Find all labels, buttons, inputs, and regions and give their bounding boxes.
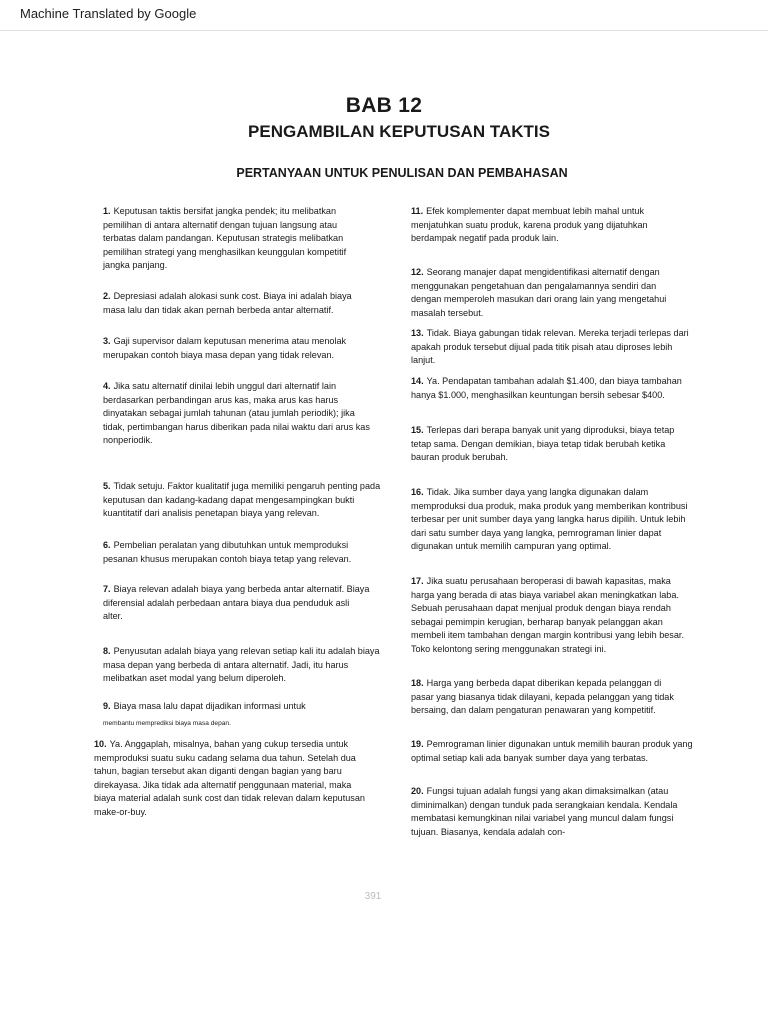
question-text: Depresiasi adalah alokasi sunk cost. Biaya ini adalah biaya masa lalu dan tidak akan pernah berbeda antar alternatif.: [103, 291, 352, 315]
question-item: [103, 335, 378, 362]
question-text: Jika suatu perusahaan beroperasi di bawah kapasitas, maka harga yang berada di atas biaya variabel akan meningkatkan laba. Sebuah perusahaan dapat menjual produk dengan biaya rendah sebagai pemimpin kerugian, berharap banyak pelanggan akan membeli item tambahan dengan margin kontribusi yang lebih besar. Toko kelontong sering menggunakan strategi ini.: [411, 576, 684, 654]
question-text: Penyusutan adalah biaya yang relevan setiap kali itu adalah biaya masa depan yang berbeda di antara alternatif. Jadi, itu harus melibatkan aset modal yang belum diperoleh.: [103, 646, 380, 683]
question-number: 20.: [411, 786, 424, 796]
question-number: 5.: [103, 481, 111, 491]
question-number: 15.: [411, 425, 424, 435]
question-text: Keputusan taktis bersifat jangka pendek; itu melibatkan pemilihan di antara alternatif dengan tujuan langsung atau terbatas dalam pandangan. Keputusan strategis melibatkan pemilihan strategi yang menghasilkan keunggulan kompetitif jangka panjang.: [103, 206, 347, 270]
question-number: 8.: [103, 646, 111, 656]
question-item: [411, 677, 686, 718]
question-text: Seorang manajer dapat mengidentifikasi alternatif dengan menggunakan pengetahuan dan pengalamannya sendiri dan dengan memperoleh masukan dari orang lain yang mengetahui masalah tersebut.: [411, 267, 667, 318]
question-item: [103, 290, 371, 317]
question-number: 13.: [411, 328, 424, 338]
question-number: 12.: [411, 267, 424, 277]
banner-text: Machine Translated by Google: [20, 6, 197, 21]
question-number: 10.: [94, 739, 107, 749]
question-text: Pemrograman linier digunakan untuk memilih bauran produk yang optimal setiap kali ada banyak sumber daya yang terbatas.: [411, 739, 693, 763]
question-item: [94, 738, 374, 819]
question-number: 4.: [103, 381, 111, 391]
question-item: [411, 327, 696, 368]
question-note: membantu memprediksi biaya masa depan.: [103, 719, 231, 727]
question-text: Tidak. Jika sumber daya yang langka digunakan dalam memproduksi dua produk, maka produk yang memberikan kontribusi terbesar per unit sumber daya yang langka harus dipilih. Untuk lebih dari satu sumber daya yang langka, pemrograman linier dapat digunakan untuk memilih campuran yang optimal.: [411, 487, 688, 551]
question-item: [411, 575, 696, 656]
question-number: 17.: [411, 576, 424, 586]
question-number: 14.: [411, 376, 424, 386]
question-number: 6.: [103, 540, 111, 550]
question-number: 3.: [103, 336, 111, 346]
question-text: Harga yang berbeda dapat diberikan kepada pelanggan di pasar yang biasanya tidak dilayani, kepada pelanggan yang tidak bersaing, dan dalam pengaturan penawaran yang kompetitif.: [411, 678, 674, 715]
chapter-title: PENGAMBILAN KEPUTUSAN TAKTIS: [248, 122, 550, 141]
question-text: Fungsi tujuan adalah fungsi yang akan dimaksimalkan (atau diminimalkan) dengan tunduk pada serangkaian kendala. Kendala membatasi kemungkinan nilai variabel yang muncul dalam fungsi tujuan. Biasanya, kendala adalah con-: [411, 786, 678, 837]
question-text: Terlepas dari berapa banyak unit yang diproduksi, biaya tetap tetap sama. Dengan demikian, biaya tetap tidak berubah ketika bauran produk berubah.: [411, 425, 675, 462]
question-number: 11.: [411, 206, 424, 216]
question-item: [411, 486, 696, 554]
question-text: Pembelian peralatan yang dibutuhkan untuk memproduksi pesanan khusus merupakan contoh biaya tetap yang relevan.: [103, 540, 352, 564]
question-number: 19.: [411, 739, 424, 749]
question-text: Efek komplementer dapat membuat lebih mahal untuk menjatuhkan suatu produk, karena produk yang dijatuhkan berdampak negatif pada produk lain.: [411, 206, 648, 243]
question-item: [411, 375, 683, 402]
question-item: [411, 738, 693, 765]
question-item: [103, 480, 383, 521]
page-number: 391: [364, 891, 382, 902]
question-number: 18.: [411, 678, 424, 688]
question-text: Ya. Pendapatan tambahan adalah $1.400, dan biaya tambahan hanya $1.000, menghasilkan keuntungan bersih sebesar $400.: [411, 376, 682, 400]
question-item: [103, 700, 371, 730]
chapter-number: BAB 12: [345, 94, 423, 117]
question-item: [411, 424, 683, 465]
question-item: [103, 380, 371, 448]
question-text: Biaya relevan adalah biaya yang berbeda antar alternatif. Biaya diferensial adalah perbedaan antara biaya dua penduduk asli alter.: [103, 584, 370, 621]
question-text: Gaji supervisor dalam keputusan menerima atau menolak merupakan contoh biaya masa depan yang tidak relevan.: [103, 336, 347, 360]
question-text: Jika satu alternatif dinilai lebih unggul dari alternatif lain berdasarkan perbandingan arus kas, maka arus kas harus dinyatakan sebagai jumlah tahunan (atau jumlah periodik); jika tidak, pertimbangan harus diberikan pada nilai waktu dari arus kas nonperiodik.: [103, 381, 370, 445]
section-title: PERTANYAAN UNTUK PENULISAN DAN PEMBAHASAN: [236, 166, 568, 180]
question-item: [103, 205, 371, 273]
question-number: 1.: [103, 206, 111, 216]
question-number: 2.: [103, 291, 111, 301]
question-item: [411, 785, 683, 839]
question-text: Tidak setuju. Faktor kualitatif juga memiliki pengaruh penting pada keputusan dan kadang-kadang dapat mengesampingkan bukti kuantitatif dari analisis penetapan biaya yang relevan.: [103, 481, 381, 518]
question-item: [103, 583, 371, 624]
question-item: [103, 645, 383, 686]
question-number: 7.: [103, 584, 111, 594]
question-item: [411, 205, 683, 246]
question-text: Tidak. Biaya gabungan tidak relevan. Mereka terjadi terlepas dari apakah produk tersebut dijual pada titik pisah atau diproses lebih lanjut.: [411, 328, 689, 365]
question-item: [103, 539, 371, 566]
question-text: Ya. Anggaplah, misalnya, bahan yang cukup tersedia untuk memproduksi suatu suku cadang selama dua tahun. Setelah dua tahun, bagian tersebut akan diganti dengan bagian yang baru direkayasa. Jika tidak ada alternatif penggunaan material, maka biaya material adalah sunk cost dan tidak relevan dalam keputusan make-or-buy.: [94, 739, 365, 817]
question-text: Biaya masa lalu dapat dijadikan informasi untuk: [113, 701, 306, 711]
question-number: 9.: [103, 701, 111, 711]
machine-translation-banner: [0, 0, 768, 31]
question-item: [411, 266, 683, 320]
question-number: 16.: [411, 487, 424, 497]
